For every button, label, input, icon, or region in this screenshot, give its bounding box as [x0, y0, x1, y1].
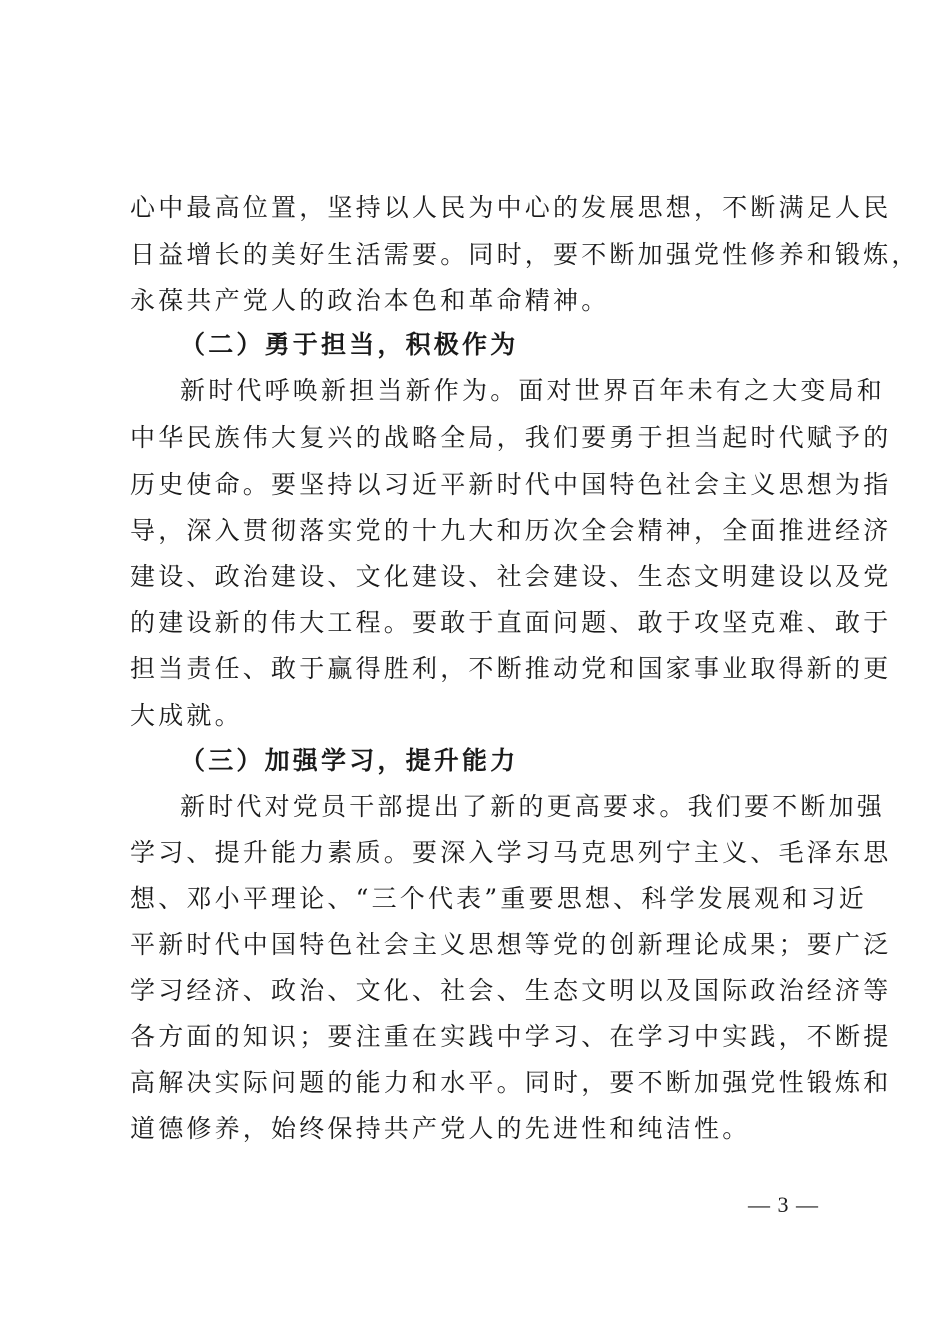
paragraph-line: 学习经济、政治、文化、社会、生态文明以及国际政治经济等	[130, 976, 892, 1005]
section-heading-2: （二）勇于担当，积极作为	[180, 330, 519, 359]
page-number: — 3 —	[748, 1192, 819, 1217]
paragraph-line: 道德修养，始终保持共产党人的先进性和纯洁性。	[130, 1114, 751, 1143]
paragraph-line: 心中最高位置，坚持以人民为中心的发展思想，不断满足人民	[130, 193, 892, 222]
section-heading-3: （三）加强学习，提升能力	[180, 746, 519, 775]
paragraph-line: 导，深入贯彻落实党的十九大和历次全会精神，全面推进经济	[130, 516, 892, 545]
paragraph-line: 历史使命。要坚持以习近平新时代中国特色社会主义思想为指	[130, 470, 892, 499]
paragraph-line: 担当责任、敢于赢得胜利，不断推动党和国家事业取得新的更	[130, 654, 892, 683]
paragraph-line: 新时代呼唤新担当新作为。面对世界百年未有之大变局和	[180, 376, 886, 405]
paragraph-line: 建设、政治建设、文化建设、社会建设、生态文明建设以及党	[130, 562, 892, 591]
paragraph-line: 平新时代中国特色社会主义思想等党的创新理论成果；要广泛	[130, 930, 892, 959]
paragraph-line: 学习、提升能力素质。要深入学习马克思列宁主义、毛泽东思	[130, 838, 892, 867]
paragraph-line: 高解决实际问题的能力和水平。同时，要不断加强党性锻炼和	[130, 1068, 892, 1097]
paragraph-line: 大成就。	[130, 701, 243, 730]
paragraph-line: 各方面的知识；要注重在实践中学习、在学习中实践，不断提	[130, 1022, 892, 1051]
paragraph-line: 想、邓小平理论、“三个代表”重要思想、科学发展观和习近	[130, 884, 867, 913]
paragraph-line: 永葆共产党人的政治本色和革命精神。	[130, 286, 610, 315]
paragraph-line: 中华民族伟大复兴的战略全局，我们要勇于担当起时代赋予的	[130, 423, 892, 452]
paragraph-line: 日益增长的美好生活需要。同时，要不断加强党性修养和锻炼，	[130, 240, 920, 269]
paragraph-line: 的建设新的伟大工程。要敢于直面问题、敢于攻坚克难、敢于	[130, 608, 892, 637]
paragraph-line: 新时代对党员干部提出了新的更高要求。我们要不断加强	[180, 792, 886, 821]
